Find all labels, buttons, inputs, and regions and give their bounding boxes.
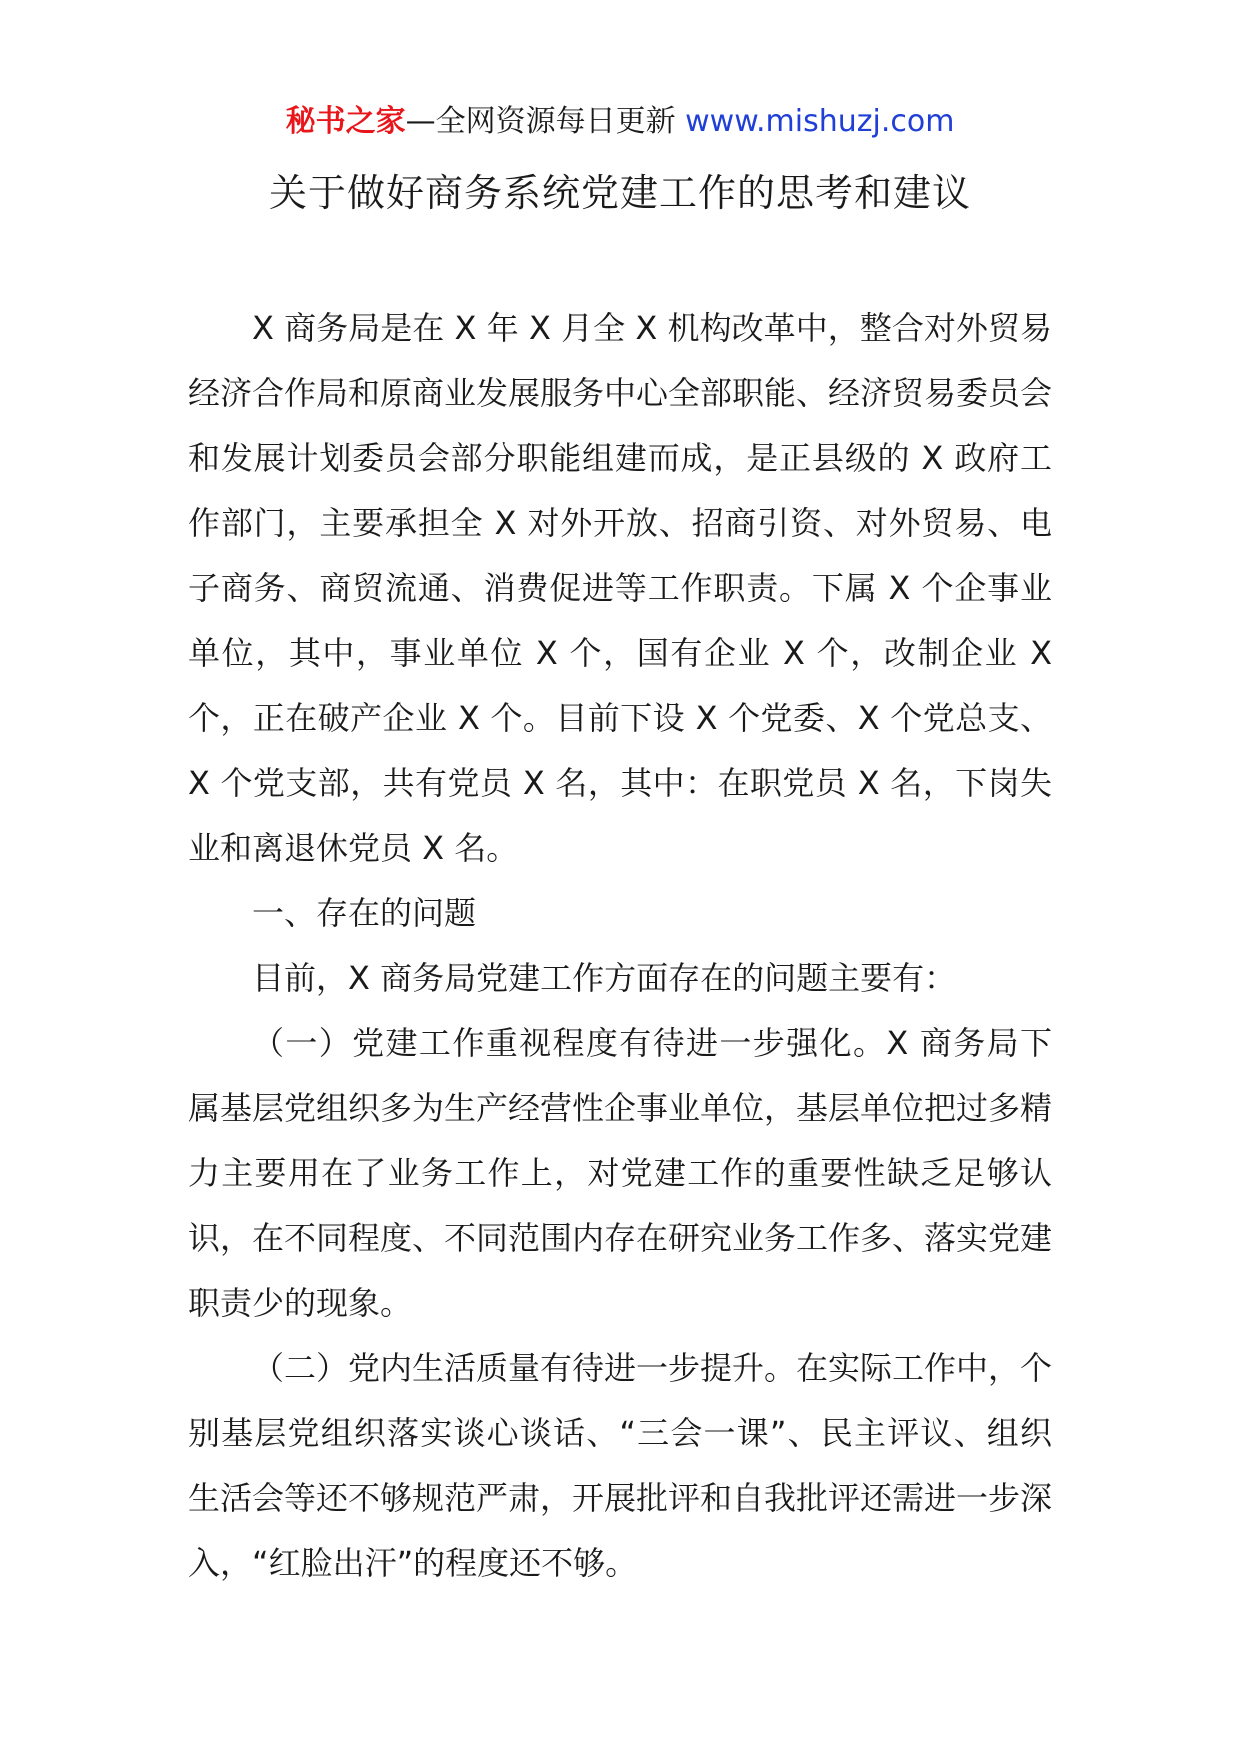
paragraph-problem-1: （一）党建工作重视程度有待进一步强化。X 商务局下属基层党组织多为生产经营性企事业单位，基层单位把过多精力主要用在了业务工作上，对党建工作的重要性缺乏足够认识，在不同程度、不同范围内存在研究业务工作多、落实党建职责少的现象。 — [188, 1024, 1053, 1322]
paragraph-intro: X 商务局是在 X 年 X 月全 X 机构改革中，整合对外贸易经济合作局和原商业发展服务中心全部职能、经济贸易委员会和发展计划委员会部分职能组建而成，是正县级的 X 政府工作部门，主要承担全 X 对外开放、招商引资、对外贸易、电子商务、商贸流通、消费促进等工作职责。下属 X 个企事业单位，其中，事业单位 X 个，国有企业 X 个，改制企业 X 个，正在破产企业 X 个。目前下设 X 个党委、X 个党总支、X 个党支部，共有党员 X 名，其中：在职党员 X 名，下岗失业和离退休党员 X 名。 — [188, 309, 1053, 867]
document-body — [188, 296, 1052, 1596]
header-slogan: —全网资源每日更新 — [405, 104, 686, 139]
paragraph-problem-2: （二）党内生活质量有待进一步提升。在实际工作中，个别基层党组织落实谈心谈话、“三会一课”、民主评议、组织生活会等还不够规范严肃，开展批评和自我批评还需进一步深入，“红脸出汗”的程度还不够。 — [188, 1349, 1053, 1582]
site-header — [0, 100, 1240, 144]
document-title: 关于做好商务系统党建工作的思考和建议 — [268, 171, 971, 215]
site-url-link[interactable]: www.mishuzj.com — [685, 104, 955, 139]
paragraph-problems-lead: 目前，X 商务局党建工作方面存在的问题主要有： — [252, 959, 957, 997]
brand-name: 秘书之家 — [285, 104, 406, 139]
section-heading-problems: 一、存在的问题 — [252, 894, 477, 932]
